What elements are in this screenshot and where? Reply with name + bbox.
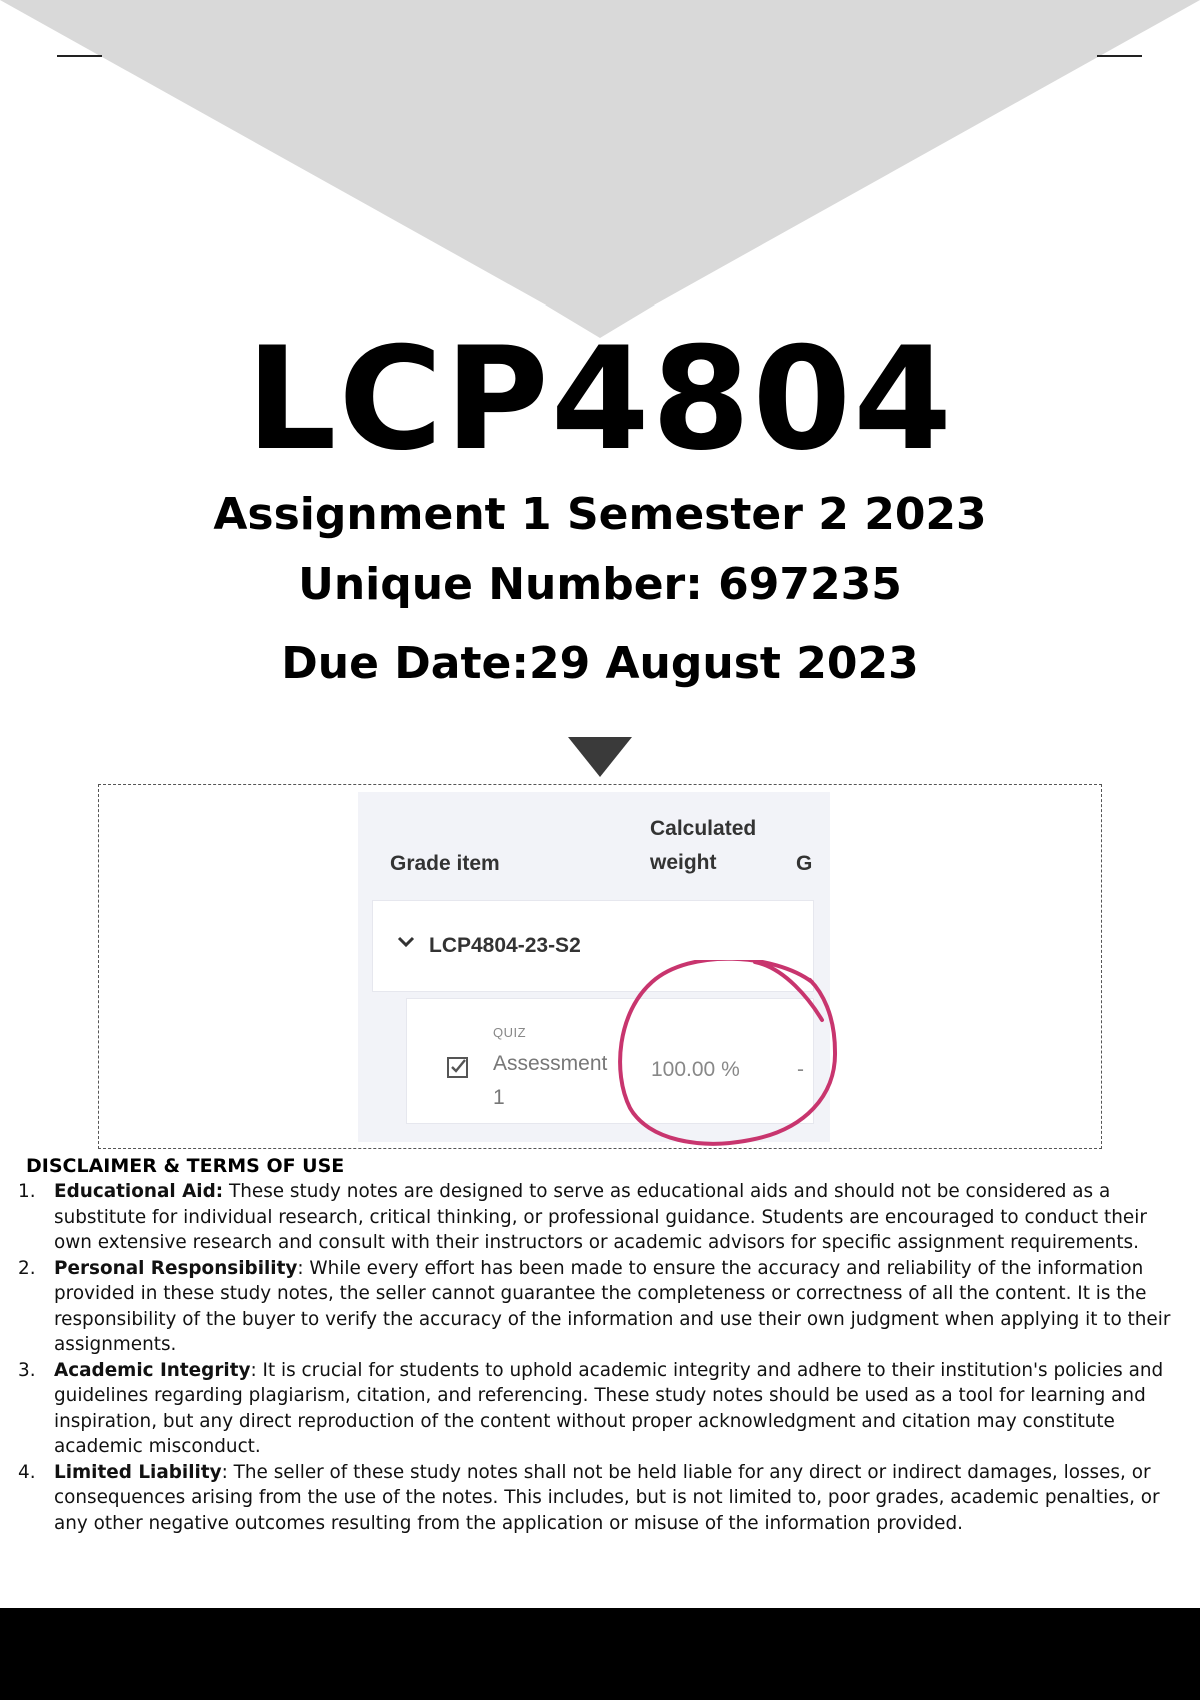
corner-mark-right xyxy=(1097,55,1142,57)
terms-item-text: : The seller of these study notes shall not be held liable for any direct or indirect damages, losses, or consequences arising from the use of the notes. This includes, but is not limited to, poor grades, academic penalties, or any other negative outcomes resulting from the application or misuse of the information provided. xyxy=(54,1461,1160,1534)
terms-item-number: 1. xyxy=(18,1181,36,1202)
header-grade-item: Grade item xyxy=(390,852,500,875)
item-name-link[interactable]: Assessment 1 xyxy=(493,1052,608,1109)
disclaimer-title: DISCLAIMER & TERMS OF USE xyxy=(26,1155,345,1177)
terms-item-number: 2. xyxy=(18,1257,36,1279)
header-calculated-weight: Calculated weight xyxy=(650,817,757,874)
terms-item xyxy=(0,1179,1190,1256)
terms-item xyxy=(0,1256,1190,1358)
chevron-down-icon[interactable] xyxy=(397,935,415,949)
terms-item-text: : It is crucial for students to uphold academic integrity and adhere to their institution's policies and guidelines regarding plagiarism, citation, and referencing. These study notes should be used as a tool for learning and inspiration, but any direct reproduction of the content without proper acknowledgment and citation may constitute academic misconduct. xyxy=(54,1359,1164,1457)
unique-number-line: Unique Number: 697235 xyxy=(298,559,902,610)
triangle-down-icon xyxy=(568,737,632,777)
corner-mark-left xyxy=(57,55,102,57)
checkbox-icon xyxy=(446,1055,470,1079)
cover-banner-chevron xyxy=(0,0,1200,340)
terms-list xyxy=(0,1179,1190,1536)
terms-item-number: 4. xyxy=(18,1461,36,1483)
terms-item-text: : While every effort has been made to ensure the accuracy and reliability of the information provided in these study notes, the seller cannot guarantee the completeness or correctness of all the content. It is the responsibility of the buyer to verify the accuracy of the information and use their own judgment when applying it to their assignments. xyxy=(54,1257,1171,1355)
item-type-label: QUIZ xyxy=(493,1025,527,1040)
terms-item-text: These study notes are designed to serve as educational aids and should not be considered as a substitute for individual research, critical thinking, or professional guidance. Students are encouraged to conduct their own extensive research and consult with their instructors or academic advisors for specific assignment requirements. xyxy=(54,1181,1147,1253)
item-weight-value: 100.00 % xyxy=(651,1058,740,1081)
course-code-title: LCP4804 xyxy=(246,317,954,482)
terms-item-heading: Academic Integrity xyxy=(54,1359,251,1381)
terms-item-heading: Limited Liability xyxy=(54,1461,222,1483)
terms-item xyxy=(0,1460,1190,1537)
due-date-line: Due Date:29 August 2023 xyxy=(281,638,919,689)
terms-item-heading: Personal Responsibility xyxy=(54,1257,298,1279)
assignment-line: Assignment 1 Semester 2 2023 xyxy=(213,489,987,540)
header-grade: G xyxy=(796,852,813,875)
course-category-label: LCP4804-23-S2 xyxy=(429,934,581,957)
terms-item-heading: Educational Aid: xyxy=(54,1181,224,1202)
terms-item xyxy=(0,1358,1190,1460)
terms-item-number: 3. xyxy=(18,1359,36,1381)
footer-bar xyxy=(0,1608,1200,1700)
item-grade-value: - xyxy=(797,1058,804,1081)
highlight-circle-annotation xyxy=(600,960,850,1160)
